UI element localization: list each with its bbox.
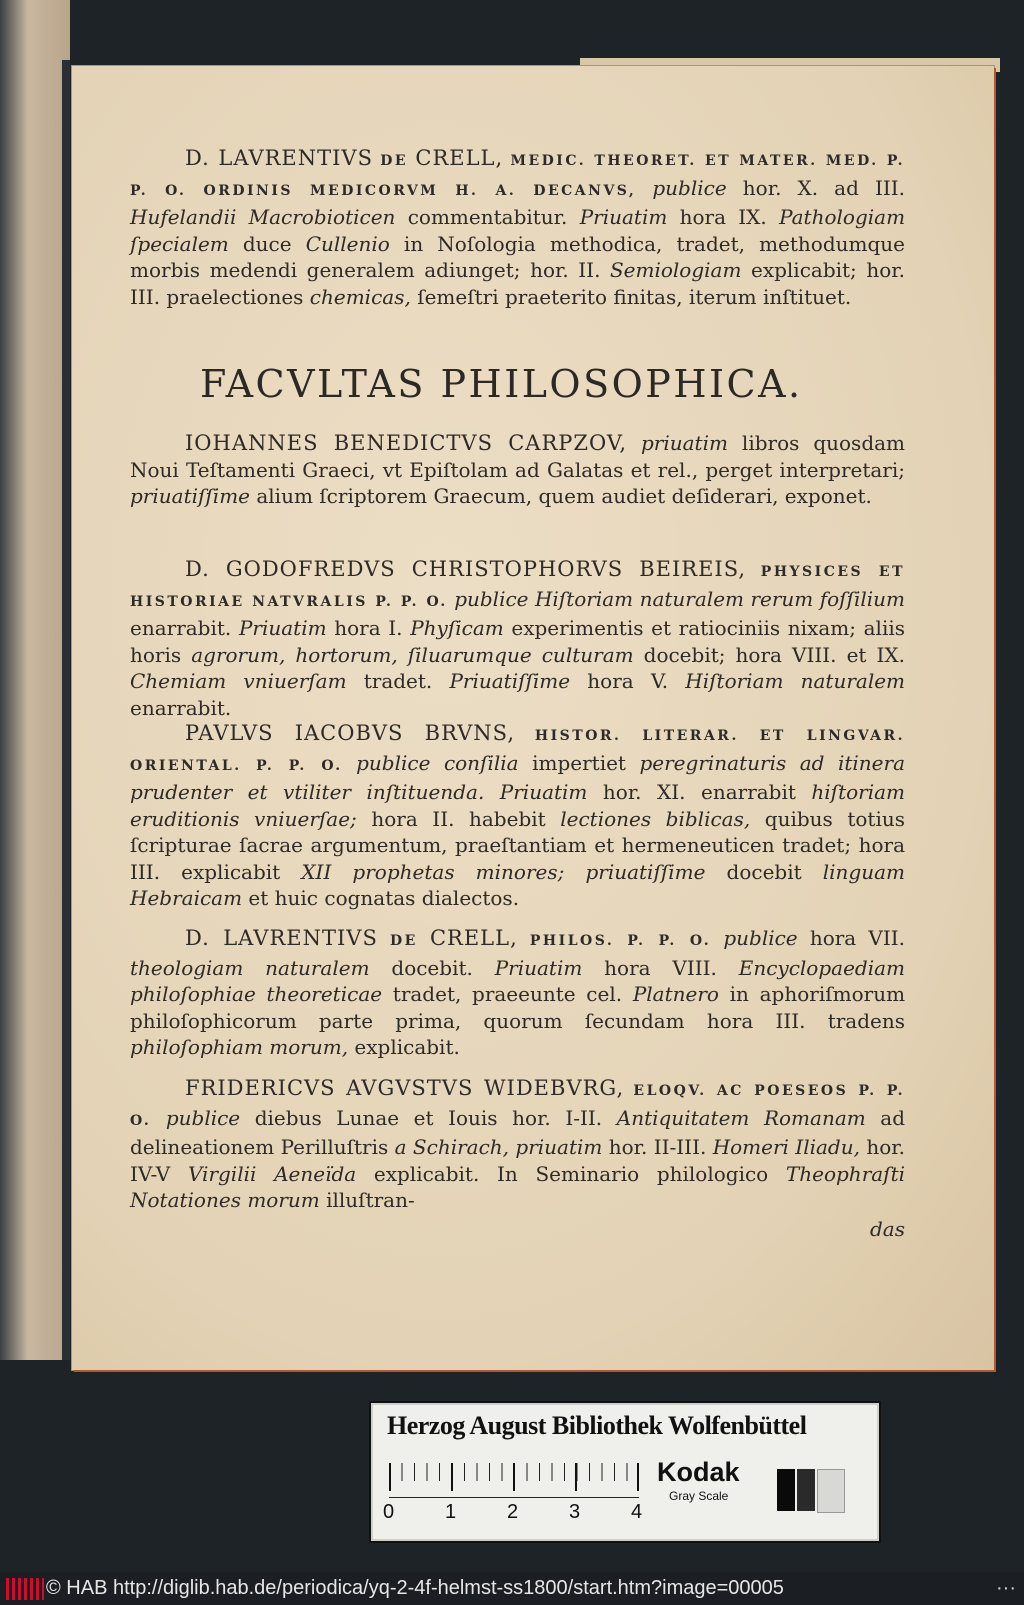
text: diebus Lunae et Iouis hor. I-II. — [254, 1105, 603, 1130]
adjacent-page-edge — [0, 0, 70, 1360]
text: et huic cognatas dialectos. — [248, 886, 520, 910]
text-italic: Priuatim — [238, 616, 327, 640]
ruler-major-tick — [637, 1463, 639, 1491]
text-italic: publice Hiſtoriam naturalem rerum foſſilium — [454, 586, 905, 611]
name-particle: DE — [390, 933, 418, 949]
text: docebit. — [391, 955, 473, 980]
text: tradet. — [363, 669, 433, 693]
text-italic: Pathologiam ſpecialem — [130, 205, 906, 256]
text-italic: agrorum, hortorum, ſiluarumque culturam — [191, 642, 634, 667]
paragraph-wideburg — [130, 1075, 905, 1242]
text-italic: Hiſtoriam naturalem — [685, 669, 906, 693]
text-italic: priuatiſſime — [130, 484, 250, 508]
text: ad delineationem Perilluſtris — [130, 1105, 906, 1159]
text-italic: Priuatim — [579, 205, 668, 229]
gray-scale-label: Gray Scale — [669, 1489, 729, 1503]
author-title: PHYSICES ET HISTORIAE NATVRALIS P. P. O. — [130, 564, 906, 610]
text-italic: XII prophetas minores; — [301, 859, 565, 884]
footer-url[interactable]: © HAB http://diglib.hab.de/periodica/yq-2-4f-helmst-ss1800/start.htm?image=00005 — [46, 1577, 784, 1599]
paragraph-crell-medicine — [130, 145, 905, 314]
text-italic: philoſophiam morum, — [130, 1035, 349, 1059]
text-italic: Antiquitatem Romanam — [616, 1105, 866, 1130]
text: in Noſologia methodica, tradet, methodumque morbis medendi generalem adiunget; hor. II. — [130, 231, 906, 282]
text-italic: Encyclopaediam philoſophiae theoreticae — [130, 955, 905, 1006]
ruler-label: 4 — [631, 1501, 643, 1523]
library-color-card — [371, 1403, 879, 1541]
text-italic: Priuatim — [499, 780, 588, 804]
author-name: D. LAVRENTIVS — [185, 146, 373, 170]
text: hor. II-III. — [608, 1135, 707, 1159]
text: hora I. — [334, 616, 403, 640]
name-particle: DE — [380, 153, 409, 169]
author-name-2: CRELL, — [429, 926, 518, 950]
text: experimentis et ratiociniis nixam; aliis horis — [130, 616, 906, 667]
author-title: PHILOS. P. P. O. — [529, 933, 712, 949]
text: hor. X. ad III. — [742, 175, 906, 200]
text-italic: peregrinaturis ad itinera prudenter et vtiliter inſtituenda. — [130, 750, 906, 804]
text-italic: publice conſilia — [356, 750, 519, 775]
text-italic: a Schirach, — [394, 1135, 510, 1159]
text: hora VII. — [809, 926, 905, 950]
gray-swatch-black — [777, 1469, 795, 1511]
ruler-major-tick — [513, 1463, 515, 1491]
text-italic: Cullenio — [305, 231, 390, 256]
text-italic: lectiones biblicas, — [560, 806, 751, 831]
kodak-logo: Kodak — [657, 1457, 740, 1487]
text-italic: Theophraſti Notationes morum — [130, 1161, 906, 1212]
text-italic: Homeri Iliadu, — [712, 1135, 860, 1159]
gray-swatch-light — [817, 1469, 845, 1513]
text-italic: Virgilii Aeneïda — [187, 1161, 357, 1186]
section-heading: FACVLTAS PHILOSOPHICA. — [200, 362, 803, 406]
text: in aphoriſmorum philoſophicorum parte prima, quorum ſecundam hora III. tradens — [130, 982, 906, 1033]
text: commentabitur. — [407, 205, 568, 229]
author-name: IOHANNES BENEDICTVS CARPZOV, — [185, 431, 628, 455]
footer-bar — [0, 1572, 1024, 1605]
paragraph-carpzov — [130, 430, 905, 514]
catchword: das — [870, 1216, 905, 1241]
text-italic: priuatim — [640, 431, 728, 455]
card-title: Herzog August Bibliothek Wolfenbüttel — [387, 1411, 807, 1440]
text: hor. XI. enarrabit — [602, 780, 796, 804]
ruler-major-tick — [451, 1463, 453, 1491]
ruler-label: 0 — [383, 1501, 395, 1523]
text: duce — [242, 231, 292, 256]
author-name: FRIDERICVS AVGVSTVS WIDEBVRG, — [185, 1076, 625, 1100]
ruler-major-tick — [389, 1463, 391, 1491]
text-italic: linguam Hebraicam — [130, 859, 906, 910]
text: libros quosdam Noui Teſtamenti Graeci, vt Epiſtolam ad Galatas et rel., perget interpretari; — [130, 431, 906, 482]
text-italic: Chemiam vniuerſam — [130, 669, 347, 693]
text: hora V. — [587, 669, 669, 693]
author-name: D. GODOFREDVS CHRISTOPHORVS BEIREIS, — [185, 557, 747, 581]
text-italic: priuatim — [515, 1135, 603, 1159]
author-name: PAVLVS IACOBVS BRVNS, — [185, 721, 515, 745]
author-title: ELOQV. AC POESEOS P. P. O. — [130, 1083, 906, 1129]
paragraph-beireis — [130, 556, 905, 725]
text-italic: publice — [165, 1105, 241, 1130]
text: alium ſcriptorem Graecum, quem audiet deſiderari, exponet. — [256, 484, 872, 508]
text-italic: Priuatiſſime — [449, 669, 571, 693]
gray-swatch-dark — [797, 1469, 815, 1511]
author-title: MEDIC. THEORET. ET MATER. MED. P. P. O. ORDINIS MEDICORVM H. A. DECANVS, — [130, 153, 905, 199]
text: explicabit; hor. III. praelectiones — [130, 258, 905, 309]
more-icon[interactable]: ··· — [996, 1577, 1016, 1599]
text: quibus totius ſcripturae ſacrae argumentum, praeſtantiam et hermeneuticen tradet; hora III. explicabit — [130, 806, 905, 884]
text-italic: publice — [723, 926, 798, 950]
text: explicabit. — [354, 1035, 460, 1059]
text-italic: publice — [652, 175, 727, 200]
text: hor. IV-V — [130, 1135, 905, 1186]
hab-logo-icon — [6, 1578, 44, 1600]
text: illuſtran- — [326, 1188, 415, 1212]
paragraph-bruns — [130, 720, 905, 916]
text-italic: Phyſicam — [410, 616, 504, 640]
text-italic: Priuatim — [494, 955, 583, 980]
paragraph-crell-philosophy — [130, 925, 905, 1065]
text: ſemeſtri praeterito finitas, iterum inſtituet. — [417, 284, 852, 309]
text: tradet, praeeunte cel. — [392, 982, 623, 1006]
text-italic: Semiologiam — [609, 258, 742, 282]
text: docebit; hora VIII. et IX. — [643, 642, 906, 667]
text: docebit — [726, 859, 802, 884]
text-italic: theologiam naturalem — [130, 955, 370, 980]
ruler-major-tick — [575, 1463, 577, 1491]
text: enarrabit. — [130, 616, 232, 640]
text-italic: Hufelandii Macrobioticen — [130, 205, 396, 229]
text: impertiet — [532, 750, 626, 775]
binding-shadow — [62, 60, 70, 1360]
text: hora II. habebit — [371, 806, 546, 831]
text: enarrabit. — [130, 695, 232, 720]
text-italic: Platnero — [632, 982, 719, 1006]
author-name: D. LAVRENTIVS — [185, 926, 378, 950]
text: hora IX. — [679, 205, 767, 229]
text-italic: priuatiſſime — [585, 859, 706, 884]
text: hora VIII. — [604, 955, 717, 980]
author-name-2: CRELL, — [415, 146, 504, 170]
ruler-label: 1 — [445, 1501, 457, 1523]
text: explicabit. In Seminario philologico — [373, 1161, 769, 1186]
ruler-label: 3 — [569, 1501, 581, 1523]
text-italic: hiſtoriam eruditionis vniuerſae; — [130, 780, 906, 831]
text-italic: chemicas, — [309, 284, 411, 309]
ruler-label: 2 — [507, 1501, 519, 1523]
author-title: HISTOR. LITERAR. ET LINGVAR. ORIENTAL. P. P. O. — [130, 728, 906, 774]
